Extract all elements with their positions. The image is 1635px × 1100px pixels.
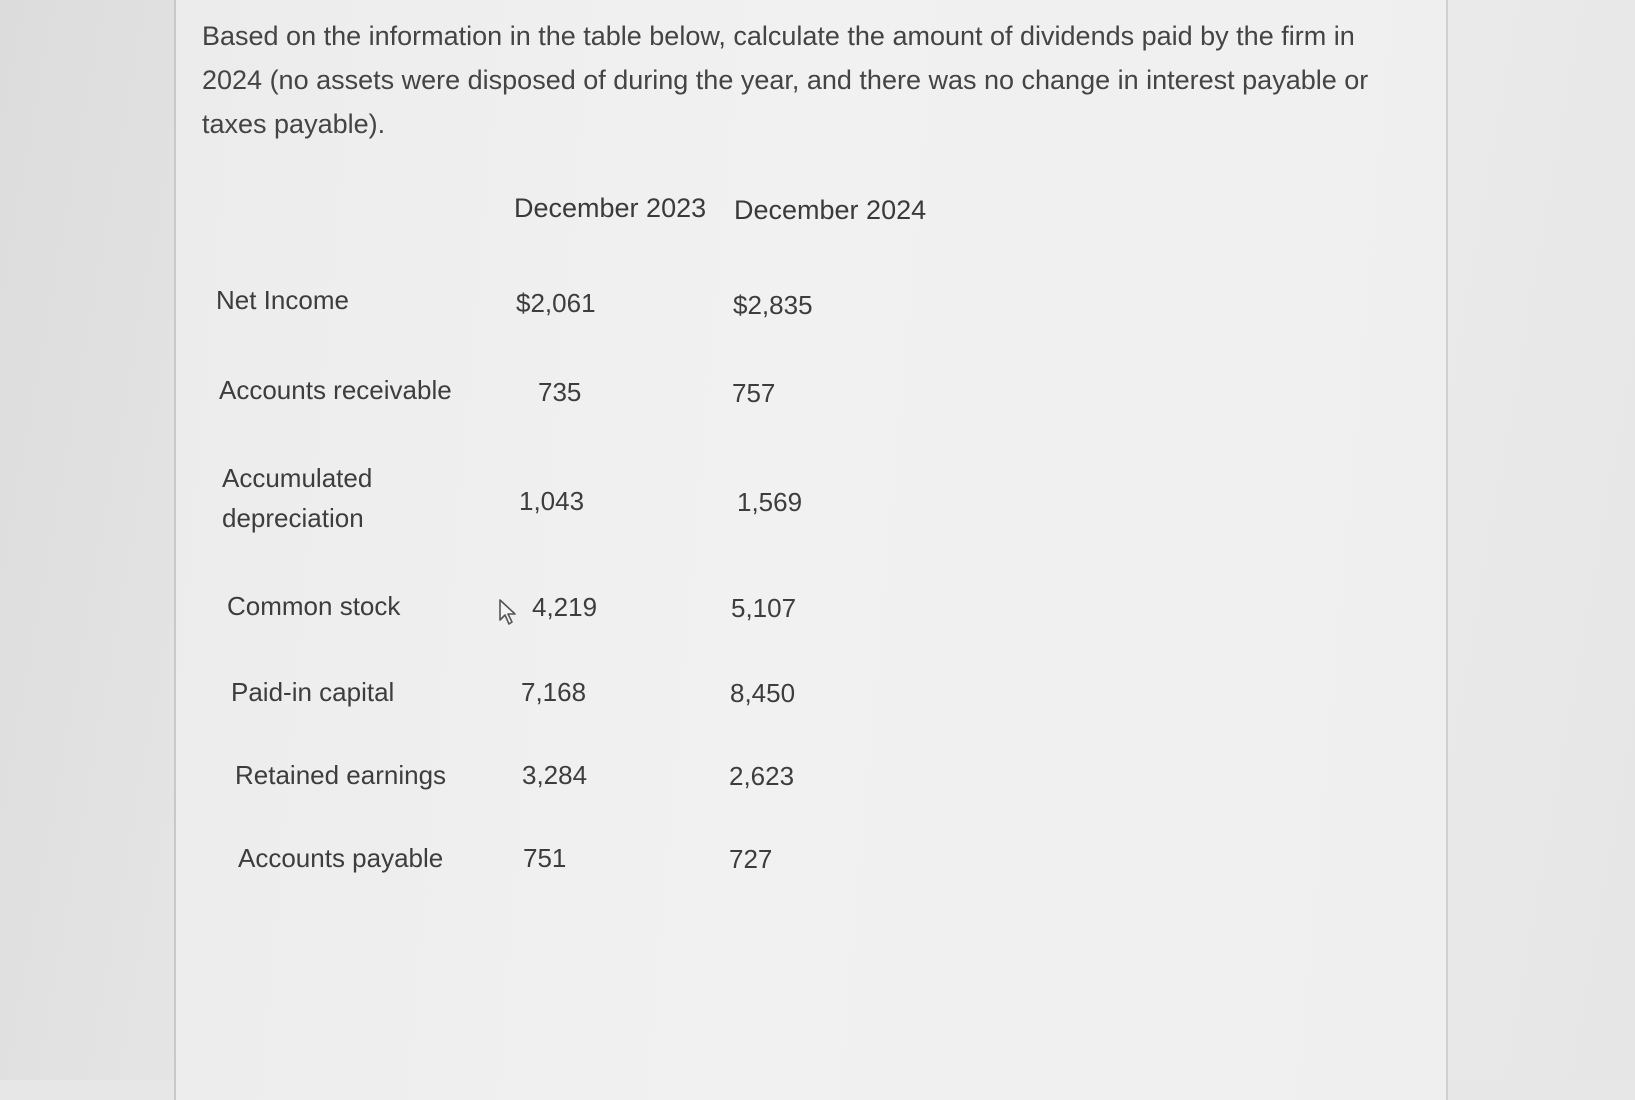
question-panel xyxy=(174,0,1448,1100)
value-2023-net-income: $2,061 xyxy=(516,288,596,318)
value-2023-accounts-payable: 751 xyxy=(523,843,567,873)
column-header-2024: December 2024 xyxy=(734,195,927,225)
question-text: Based on the information in the table below, calculate the amount of dividends paid by the firm in 2024 (no assets were disposed of during the year, and there was no change in interest payable or taxes payable). xyxy=(202,21,1369,139)
value-2024-accounts-receivable: 757 xyxy=(732,378,776,408)
value-2023-accumulated-depreciation: 1,043 xyxy=(519,486,585,516)
value-2024-retained-earnings: 2,623 xyxy=(729,761,795,791)
row-label-retained-earnings: Retained earnings xyxy=(235,760,447,790)
row-label-paid-in-capital: Paid-in capital xyxy=(231,677,395,707)
value-2024-paid-in-capital: 8,450 xyxy=(730,678,796,708)
column-header-2023: December 2023 xyxy=(514,193,707,223)
value-2023-accounts-receivable: 735 xyxy=(538,377,582,407)
value-2024-net-income: $2,835 xyxy=(733,290,813,320)
mouse-pointer-icon xyxy=(498,598,520,626)
row-label-accounts-receivable: Accounts receivable xyxy=(219,375,452,405)
value-2024-accounts-payable: 727 xyxy=(729,844,773,874)
value-2024-common-stock: 5,107 xyxy=(731,593,797,623)
value-2023-paid-in-capital: 7,168 xyxy=(521,677,587,707)
value-2023-retained-earnings: 3,284 xyxy=(522,760,588,790)
value-2023-common-stock: 4,219 xyxy=(532,592,598,622)
row-label-common-stock: Common stock xyxy=(227,591,401,621)
row-label-accounts-payable: Accounts payable xyxy=(238,843,444,873)
row-label-net-income: Net Income xyxy=(216,285,349,315)
row-label-accumulated-depreciation: Accumulated depreciation xyxy=(222,463,373,533)
value-2024-accumulated-depreciation: 1,569 xyxy=(737,487,803,517)
